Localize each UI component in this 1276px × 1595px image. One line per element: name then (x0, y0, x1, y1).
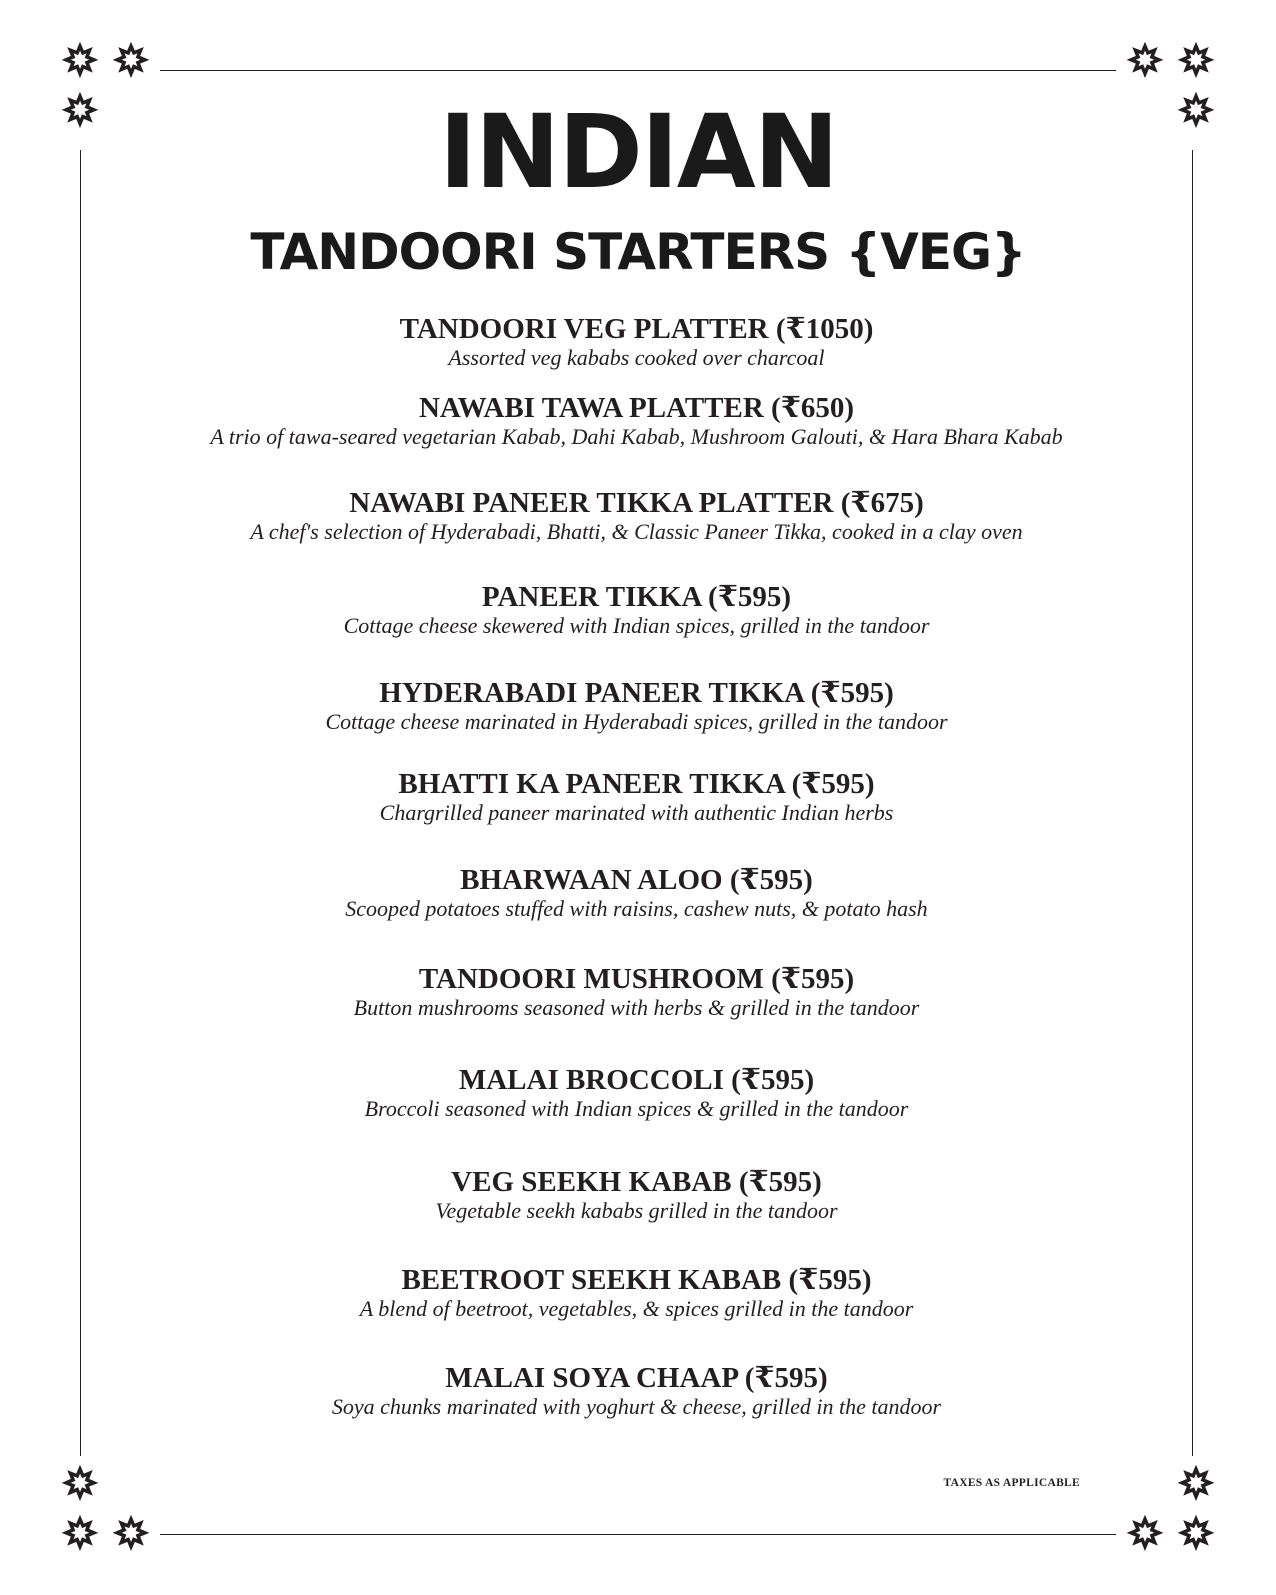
menu-item-description: Vegetable seekh kababs grilled in the tandoor (435, 1198, 838, 1223)
menu-item-name: VEG SEEKH KABAB (₹595) (451, 1166, 822, 1198)
menu-item-name: PANEER TIKKA (₹595) (481, 581, 792, 613)
menu-item (80, 313, 1193, 371)
menu-item (80, 1166, 1193, 1224)
menu-item-name: MALAI BROCCOLI (₹595) (458, 1064, 815, 1096)
menu-item (80, 963, 1193, 1021)
menu-item-name: BHARWAAN ALOO (₹595) (460, 864, 813, 896)
menu-item (80, 1264, 1193, 1322)
menu-item (80, 487, 1193, 545)
menu-item-description: A blend of beetroot, vegetables, & spices grilled in the tandoor (359, 1296, 914, 1321)
menu-item-name: NAWABI TAWA PLATTER (₹650) (418, 392, 855, 424)
menu-item-description: Chargrilled paneer marinated with authentic Indian herbs (379, 800, 894, 825)
menu-item-description: Cottage cheese skewered with Indian spices, grilled in the tandoor (343, 613, 930, 638)
corner-ornament-bottom-left-icon (40, 1456, 160, 1576)
menu-item-name: BHATTI KA PANEER TIKKA (₹595) (398, 768, 875, 800)
menu-item-description: Soya chunks marinated with yoghurt & cheese, grilled in the tandoor (331, 1394, 942, 1419)
menu-item (80, 864, 1193, 922)
menu-item-name: HYDERABADI PANEER TIKKA (₹595) (379, 677, 894, 709)
page-title: INDIAN (438, 93, 838, 212)
menu-item-description: Scooped potatoes stuffed with raisins, cashew nuts, & potato hash (345, 896, 928, 921)
menu-item-description: Assorted veg kababs cooked over charcoal (448, 345, 825, 370)
taxes-note: TAXES AS APPLICABLE (943, 1477, 1080, 1489)
menu-item (80, 392, 1193, 450)
corner-ornament-bottom-right-icon (1116, 1456, 1236, 1576)
menu-item-name: BEETROOT SEEKH KABAB (₹595) (401, 1264, 872, 1296)
menu-item-name: NAWABI PANEER TIKKA PLATTER (₹675) (349, 487, 924, 519)
menu-item (80, 1064, 1193, 1122)
menu-item-description: A chef's selection of Hyderabadi, Bhatti, & Classic Paneer Tikka, cooked in a clay oven (250, 519, 1023, 544)
menu-item-description: A trio of tawa-seared vegetarian Kabab, Dahi Kabab, Mushroom Galouti, & Hara Bhara Kabab (210, 424, 1063, 449)
menu-item (80, 1362, 1193, 1420)
menu-item-description: Cottage cheese marinated in Hyderabadi spices, grilled in the tandoor (325, 709, 948, 734)
menu-item (80, 581, 1193, 639)
section-title: TANDOORI STARTERS {VEG} (250, 223, 1026, 281)
menu-item (80, 768, 1193, 826)
menu-item (80, 677, 1193, 735)
menu-item-name: TANDOORI VEG PLATTER (₹1050) (399, 313, 874, 345)
menu-item-description: Broccoli seasoned with Indian spices & grilled in the tandoor (364, 1096, 909, 1121)
menu-item-name: TANDOORI MUSHROOM (₹595) (418, 963, 855, 995)
menu-item-name: MALAI SOYA CHAAP (₹595) (445, 1362, 828, 1394)
menu-item-description: Button mushrooms seasoned with herbs & grilled in the tandoor (353, 995, 920, 1020)
